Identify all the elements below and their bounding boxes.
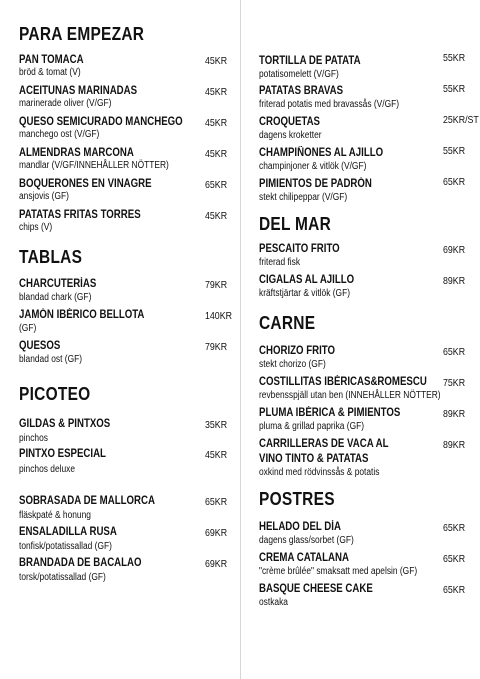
item-name: TORTILLA DE PATATA bbox=[259, 55, 361, 67]
item-name: PATATAS FRITAS TORRES bbox=[19, 209, 141, 221]
item-description: stekt chorizo (GF) bbox=[259, 359, 326, 370]
item-name: PIMIENTOS DE PADRÓN bbox=[259, 178, 372, 190]
item-price: 65KR bbox=[443, 522, 466, 534]
section-title-picoteo: PICOTEO bbox=[19, 384, 91, 404]
item-price: 45KR bbox=[205, 55, 228, 67]
item-description: dagens kroketter bbox=[259, 130, 322, 141]
item-name: GILDAS & PINTXOS bbox=[19, 418, 111, 430]
item-name: CIGALAS AL AJILLO bbox=[259, 274, 355, 286]
item-name: QUESOS bbox=[19, 340, 61, 352]
item-price: 25KR/ST bbox=[443, 114, 479, 126]
item-description: champinjoner & vitlök (V/GF) bbox=[259, 161, 367, 172]
item-description: stekt chilipeppar (V/GF) bbox=[259, 192, 348, 203]
item-description: dagens glass/sorbet (GF) bbox=[259, 535, 354, 546]
item-description: torsk/potatissallad (GF) bbox=[19, 572, 106, 583]
item-price: 65KR bbox=[443, 584, 466, 596]
item-name: JAMÓN IBÉRICO BELLOTA bbox=[19, 309, 145, 321]
item-name: PESCAITO FRITO bbox=[259, 243, 340, 255]
item-name: CROQUETAS bbox=[259, 116, 321, 128]
item-price: 69KR bbox=[205, 558, 228, 570]
item-price: 89KR bbox=[443, 439, 466, 451]
item-description: (GF) bbox=[19, 323, 37, 334]
item-name: PINTXO ESPECIAL bbox=[19, 448, 106, 460]
item-description: ostkaka bbox=[259, 597, 288, 608]
item-description: pinchos deluxe bbox=[19, 464, 76, 475]
item-description: blandad chark (GF) bbox=[19, 292, 92, 303]
item-price: 45KR bbox=[205, 148, 228, 160]
item-description: potatisomelett (V/GF) bbox=[259, 69, 339, 80]
item-description: fläskpaté & honung bbox=[19, 510, 91, 521]
item-price: 55KR bbox=[443, 145, 466, 157]
item-description: blandad ost (GF) bbox=[19, 354, 83, 365]
item-description: pluma & grillad paprika (GF) bbox=[259, 421, 365, 432]
item-price: 45KR bbox=[205, 210, 228, 222]
item-description: bröd & tomat (V) bbox=[19, 67, 81, 78]
section-title-para-empezar: PARA EMPEZAR bbox=[19, 24, 145, 44]
item-name: ALMENDRAS MARCONA bbox=[19, 147, 134, 159]
item-price: 89KR bbox=[443, 408, 466, 420]
item-price: 75KR bbox=[443, 377, 466, 389]
item-description: mandlar (V/GF/INNEHÅLLER NÖTTER) bbox=[19, 160, 169, 171]
item-name: BASQUE CHEESE CAKE bbox=[259, 583, 373, 595]
item-price: 79KR bbox=[205, 341, 228, 353]
item-price: 65KR bbox=[205, 179, 228, 191]
item-price: 65KR bbox=[443, 176, 466, 188]
item-name: COSTILLITAS IBÉRICAS&ROMESCU bbox=[259, 376, 427, 388]
item-price: 140KR bbox=[205, 310, 232, 322]
item-name: BRANDADA DE BACALAO bbox=[19, 557, 142, 569]
item-description: tonfisk/potatissallad (GF) bbox=[19, 541, 112, 552]
item-name: HELADO DEL DÍA bbox=[259, 521, 341, 533]
item-price: 45KR bbox=[205, 117, 228, 129]
item-name: ACEITUNAS MARINADAS bbox=[19, 85, 138, 97]
item-description: friterad fisk bbox=[259, 257, 301, 268]
item-price: 35KR bbox=[205, 419, 228, 431]
item-price: 65KR bbox=[443, 346, 466, 358]
item-name: CREMA CATALANA bbox=[259, 552, 349, 564]
column-divider bbox=[240, 0, 241, 679]
section-title-postres: POSTRES bbox=[259, 489, 335, 509]
item-description: friterad potatis med bravassås (V/GF) bbox=[259, 99, 400, 110]
item-price: 69KR bbox=[443, 244, 466, 256]
item-name: PAN TOMACA bbox=[19, 54, 84, 66]
item-price: 45KR bbox=[205, 449, 228, 461]
item-price: 65KR bbox=[443, 553, 466, 565]
item-description: manchego ost (V/GF) bbox=[19, 129, 100, 140]
item-name: CARRILLERAS DE VACA AL bbox=[259, 438, 389, 450]
item-price: 55KR bbox=[443, 52, 466, 64]
item-name: CHARCUTERÍAS bbox=[19, 278, 97, 290]
item-description: marinerade oliver (V/GF) bbox=[19, 98, 112, 109]
item-price: 45KR bbox=[205, 86, 228, 98]
item-price: 65KR bbox=[205, 496, 228, 508]
item-description: pinchos bbox=[19, 433, 48, 444]
item-price: 69KR bbox=[205, 527, 228, 539]
item-name: QUESO SEMICURADO MANCHEGO bbox=[19, 116, 183, 128]
item-description: chips (V) bbox=[19, 222, 53, 233]
item-name-line-2: VINO TINTO & PATATAS bbox=[259, 453, 369, 465]
item-name: PLUMA IBÉRICA & PIMIENTOS bbox=[259, 407, 401, 419]
item-price: 89KR bbox=[443, 275, 466, 287]
item-name: CHAMPIÑONES AL AJILLO bbox=[259, 147, 384, 159]
section-title-del-mar: DEL MAR bbox=[259, 214, 332, 234]
item-name: ENSALADILLA RUSA bbox=[19, 526, 117, 538]
item-description: revbensspjäll utan ben (INNEHÅLLER NÖTTER) bbox=[259, 390, 441, 401]
item-name: SOBRASADA DE MALLORCA bbox=[19, 495, 155, 507]
section-title-tablas: TABLAS bbox=[19, 247, 83, 267]
item-description: kräftstjärtar & vitlök (GF) bbox=[259, 288, 351, 299]
item-description: oxkind med rödvinssås & potatis bbox=[259, 467, 380, 478]
item-name: CHORIZO FRITO bbox=[259, 345, 336, 357]
item-price: 79KR bbox=[205, 279, 228, 291]
section-title-carne: CARNE bbox=[259, 313, 316, 333]
item-description: "crème brûlée" smaksatt med apelsin (GF) bbox=[259, 566, 418, 577]
item-name: PATATAS BRAVAS bbox=[259, 85, 344, 97]
item-description: ansjovis (GF) bbox=[19, 191, 69, 202]
item-price: 55KR bbox=[443, 83, 466, 95]
item-name: BOQUERONES EN VINAGRE bbox=[19, 178, 152, 190]
